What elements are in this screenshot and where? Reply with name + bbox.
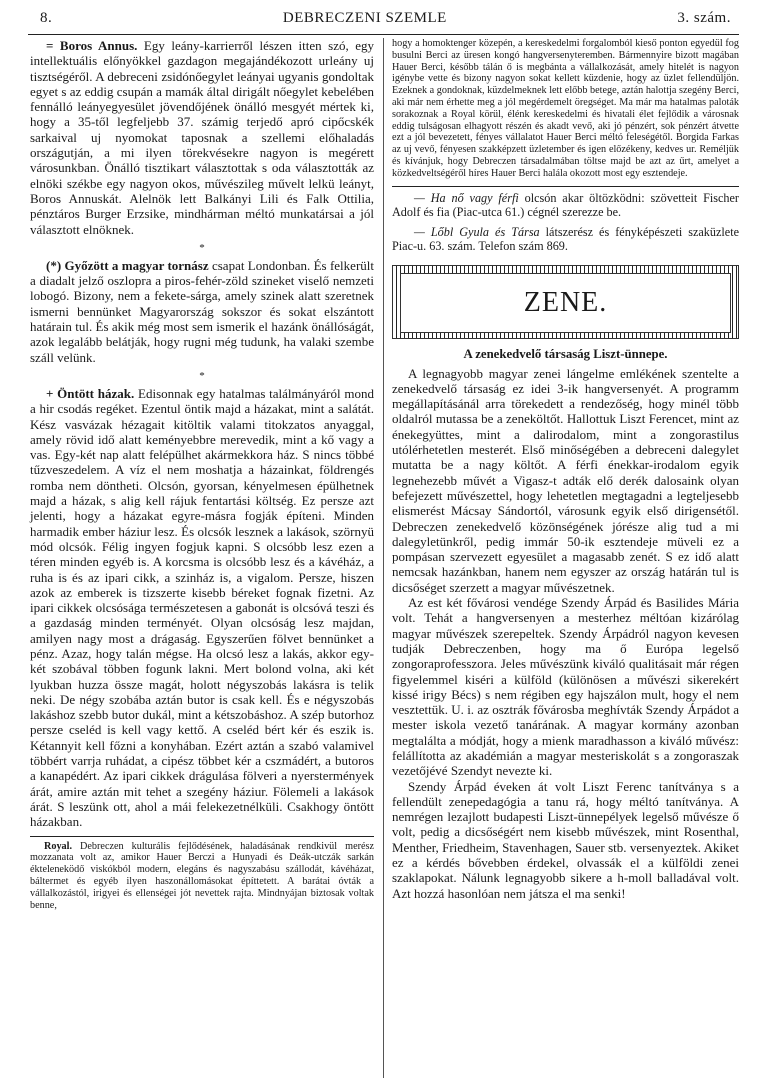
- article-royal: [30, 841, 374, 912]
- advert-fischer: [392, 191, 739, 219]
- article-boros-annus: [30, 38, 374, 237]
- column-divider: [383, 38, 384, 1078]
- section-title: ZENE.: [523, 286, 608, 318]
- page-header: [40, 10, 731, 32]
- advert-text: látszerész és fényképészeti szaküzlete Piac-u. 63. szám. Telefon szám 869.: [392, 224, 739, 253]
- right-column: [392, 38, 739, 901]
- section-banner: [392, 265, 739, 339]
- article-tornasz: [30, 258, 374, 365]
- article-paragraph: A legnagyobb magyar zenei lángelme emlékének szentelte a zenekedvelő társaság ez idei 3-ik hangversenyét. A programm megállapításánál arra törekedett a rendezőség, hogy minél több oldalról mutassa be a zeneköltőt. Hallottuk Liszt Ferencet, mint az énekegyüttes, mint a dalirodalom, mint a zongorastilus utólérhetetlen mesterét. Első minőségében a debreceni dalegylet mutatta be a nagy költőt. A férfi énekkar-irodalom egyik legnehezebb művét a Vigasz-t adták elő derék dalosaink olyan befejezett művészettel, hogy lehetetlen megtagadni a legteljesebb elismerést Mácsay Sándortól, városunk egyik első dirigensétől. Debreczen zenekedvelő közönségének jórésze alig tud a mi dalegyletünkről, pedig immár 50-ik esztendeje müveli ez a pompásan szervezett egyesület a magasabb zenét. S ez idő alatt nemcsak hazánkban, hanem nem egyszer az ország határán tul is dicsőséget szerzett a magyar művészetnek.: [392, 365, 739, 595]
- advert-lead: — Lőbl Gyula és Társa: [414, 224, 540, 239]
- article-text: Debreczen kulturális fejlődésének, haladásának rendkivül merész mozzanata volt az, amikor Hauer Berczi a Hunyadi és Deák-utczák sarkán ékteleneködő viskókból modern, elegáns és nagyszabásu szállodát, kávéházat, báltermet és egyéb ilyen haszonállomásokat építtetett. A barátai óvták a vállalkozástól, irigyei és ellenségei jót nevettek rajta. Mindnyájan biztosak voltak benne,: [30, 840, 374, 911]
- article-royal-continued: hogy a homoktenger közepén, a kereskedelmi forgalomból kieső ponton egyedül fog busulni Berci az üresen kongó hangversenyteremben. Bármennyire bizott magában Hauer Berci, később tálán ő is megbánta a vállalkozását, amely hitelét is nagyon igénybe vette és bizony nagyon sokat kellett küzdenie, hogy az üzlet fellendüljön. Ezeknek a gondoknak, küzdelmeknek lett előbb betege, aztán halottja szegény Berci, aki már nem érhette meg a jól megérdemelt öregséget. Ma már ma hatalmas paloták sorakoznak a Royal körül, élénk kereskedelmi és hivatali élet fejlődik a városnak eddig tulságosan elhagyott részén és akadt vevő, aki jó pénzért, sok pénzért átvette ezt a jól bevezetett, fényes vállalatot Hauer Berci méltó feleségétől. Borgida Farkas az uj vevő, fényesen szakképzett üzletember és igen előzékeny, kedves ur. Reméljük és kívánjuk, hogy Debreczen társadalmában töltse majd be azt az űrt, amelyet a közkedveltségéről híres Hauer Berci halála okozott most egy esztendeje.: [392, 38, 739, 179]
- banner-inner: [400, 273, 731, 333]
- article-text: Egy leány-karrierről lészen itten szó, egy intellektuális előnyökkel gazdagon megajándékozott urleány uj tisztségéről. A debreceni zsidónőegylet leányai ugyanis gondoltak egyet s az eddig csupán a mamák által dirigált nőegylet kebelében fennálló leányegyesület jövendőjének önálló mesgyét mértek ki, hogy a 35-től legfeljebb 37. számig terjedő apró cipőcskék sarkaival uj nyomokat taposnak a szellemi előhaladás országutján, a mi ilyen törekvésekre nagyon is megérett városunkban. Önálló tisztikart választottak s oda választották az elnöki székbe egy nagyon okos, művészileg művelt lelkü leányt, Boros Annuskát. Alelnök lett Balkányi Lili és Falk Ottilia, pénztáros Burger Erzsike, mindhárman méltó munkatársai a jól választott elnöknek.: [30, 38, 375, 237]
- article-heading: (*) Győzött a magyar tornász: [46, 257, 209, 273]
- article-text: Edisonnak egy hatalmas találmányáról mond a hir csodás regéket. Ezentul öntik majd a házakat, mint a salátát. Kész vasvázak hézagait kitöltik valami titokzatos anyaggal, amely rövid idő alatt keményebbre merevedik, mint a kő vagy a vas. Egy-két nap alatt felépülhet akármekkora ház. S nincs többé tűzveszedelem. A víz el nem moshatja a házainkat, földrengés romba nem döntheti. Olcsón, gyorsan, kényelmesen épülhetnek majd a házak, s alig kell rájuk fentartási költség. Ez persze azt jelenti, hogy a házakat egyre-másra fogják építeni. Minden harmadik ember háziur lesz. És olcsók lesznek a lakások, szörnyü mód olcsók. Félig ingyen fogjuk kapni. S olcsóbb lesz ezen a téren minden egyéb is. A korcsma is olcsóbb lesz és a kávéház, a ruha is és az ipari cikk, a szinház is, a vigalom. Persze, hiszen azok az emberek is tizszerte kisebb béreket fognak fizetni. Az ipari cikkek olcsósága természetesen a gabonát is olcsóvá teszi és a gazdaság minden terményét. Olyan olcsóság lesz majdan, amilyen nagy most a drágaság. Egyszerűen fölvet bennünket a pénz. Azaz, hogy talán mégse. Ha olcsó lesz a lakás, akkor egy-két szobával többen fogunk lakni. Mert bolond volna, aki két lyukban huzza össze magát, holott négyszobás lakásra is telik neki. De négy szobába aztán butor is csak kell. És e négyszobás lakáshoz szebb butor dukál, mint a kétszobáshoz. A szép butorhoz persze cseléd is kell vagy kettő. A cseléd bért kér és eszik is. Kétannyit kell főzni a konyhában. Ezért aztán a szabó valamivel többért varrja ruhádat, a cipész többet kér a cszmádért, a butoros a kanapédért. Az ipari cikkek drágulása fölveri a nyerstermények árát, amire aztán mit tehet a szegény háziur. Fölemeli a lakások árát. S leszünk ott, ahol a mái felekezetnélküli. Csakhogy öntött házakban.: [30, 385, 375, 830]
- section-rule: [30, 836, 374, 837]
- article-ontott-hazak: [30, 386, 374, 830]
- article-paragraph: Az est két fővárosi vendége Szendy Árpád és Basilides Mária volt. Tehát a hangversenyen a mesterhez méltóan kizárólag magyar művészek szerepeltek. Szendy Árpádról nagyon kevesen tudják Debreczenben, hogy ma ő Európa legelső zongoraprofesszora. Jeles művészünk kiváló qualitásait már régen figyelemmel kiséri a külföld (különösen a művészi sikerekért kissé irigy Bécs) s nem régiben egy hajszálon mult, hogy el nem vesztettük. U. i. az osztrák fővárosba meghívták Szendy Árpádot a mester iskola vezető tanárának. A magyar kormány azonban megtalálta a módját, hogy a mienk maradhasson a kiváló művész: felállította az akadémián a magyar mesteriskolát s a zongoraszak vezetőjévé Szendyt nevezte ki.: [392, 595, 739, 779]
- issue-number: 3. szám.: [677, 10, 731, 26]
- article-paragraph: Szendy Árpád éveken át volt Liszt Ferenc tanítványa s a fellendült zenepedagógia a tanu rá, hogy méltó tanítványa. A nemrégen lezajlott budapesti Liszt-ünnepélyek legelső művésze ő volt, pedig a dicsőségért nem kisebb művészek, mint Rosenthal, Menther, Friedheim, Stavenhagen, Sauer stb. versenyeztek. Akiket ez a kérdés bővebben érdekel, olvassák el a külföldi zenei szaklapokat. Nálunk legnagyobb sikere a h-moll balladával volt. Azt hozzá hasonlóan nem játsza el ma senki!: [392, 778, 739, 901]
- article-text: csapat Londonban. És felkerült a diadalt jelző oszlopra a piros-fehér-zöld szineket viselő nemzeti lobogó. Bizony, nem a fekete-sárga, amely szinek alatt szeretnek ismerni bennünket Magyarország sokszor és sokat elszántott határain tul. És akik még most sem ismerik el hazánk önállóságát, azok legalább belátják, hogy rugni még tudunk, ha valaki szembe száll velünk.: [30, 257, 374, 365]
- separator-star: *: [199, 369, 205, 382]
- article-heading: Royal.: [44, 840, 73, 852]
- article-heading: + Öntött házak.: [46, 385, 135, 401]
- page-number: 8.: [40, 10, 53, 26]
- section-rule: [392, 186, 739, 187]
- left-column: [30, 38, 374, 911]
- journal-title: DEBRECZENI SZEMLE: [282, 10, 447, 26]
- article-title: A zenekedvelő társaság Liszt-ünnepe.: [463, 346, 668, 361]
- article-heading: = Boros Annus.: [46, 38, 138, 53]
- advert-lead: — Ha nő vagy férfi: [414, 190, 519, 205]
- advert-lobl: [392, 225, 739, 253]
- header-rule: [28, 34, 739, 35]
- separator-star: *: [199, 241, 205, 254]
- advert-text: olcsón akar öltözködni: szövetteit Fischer Adolf és fia (Piac-utca 61.) cégnél szerezze be.: [392, 190, 739, 219]
